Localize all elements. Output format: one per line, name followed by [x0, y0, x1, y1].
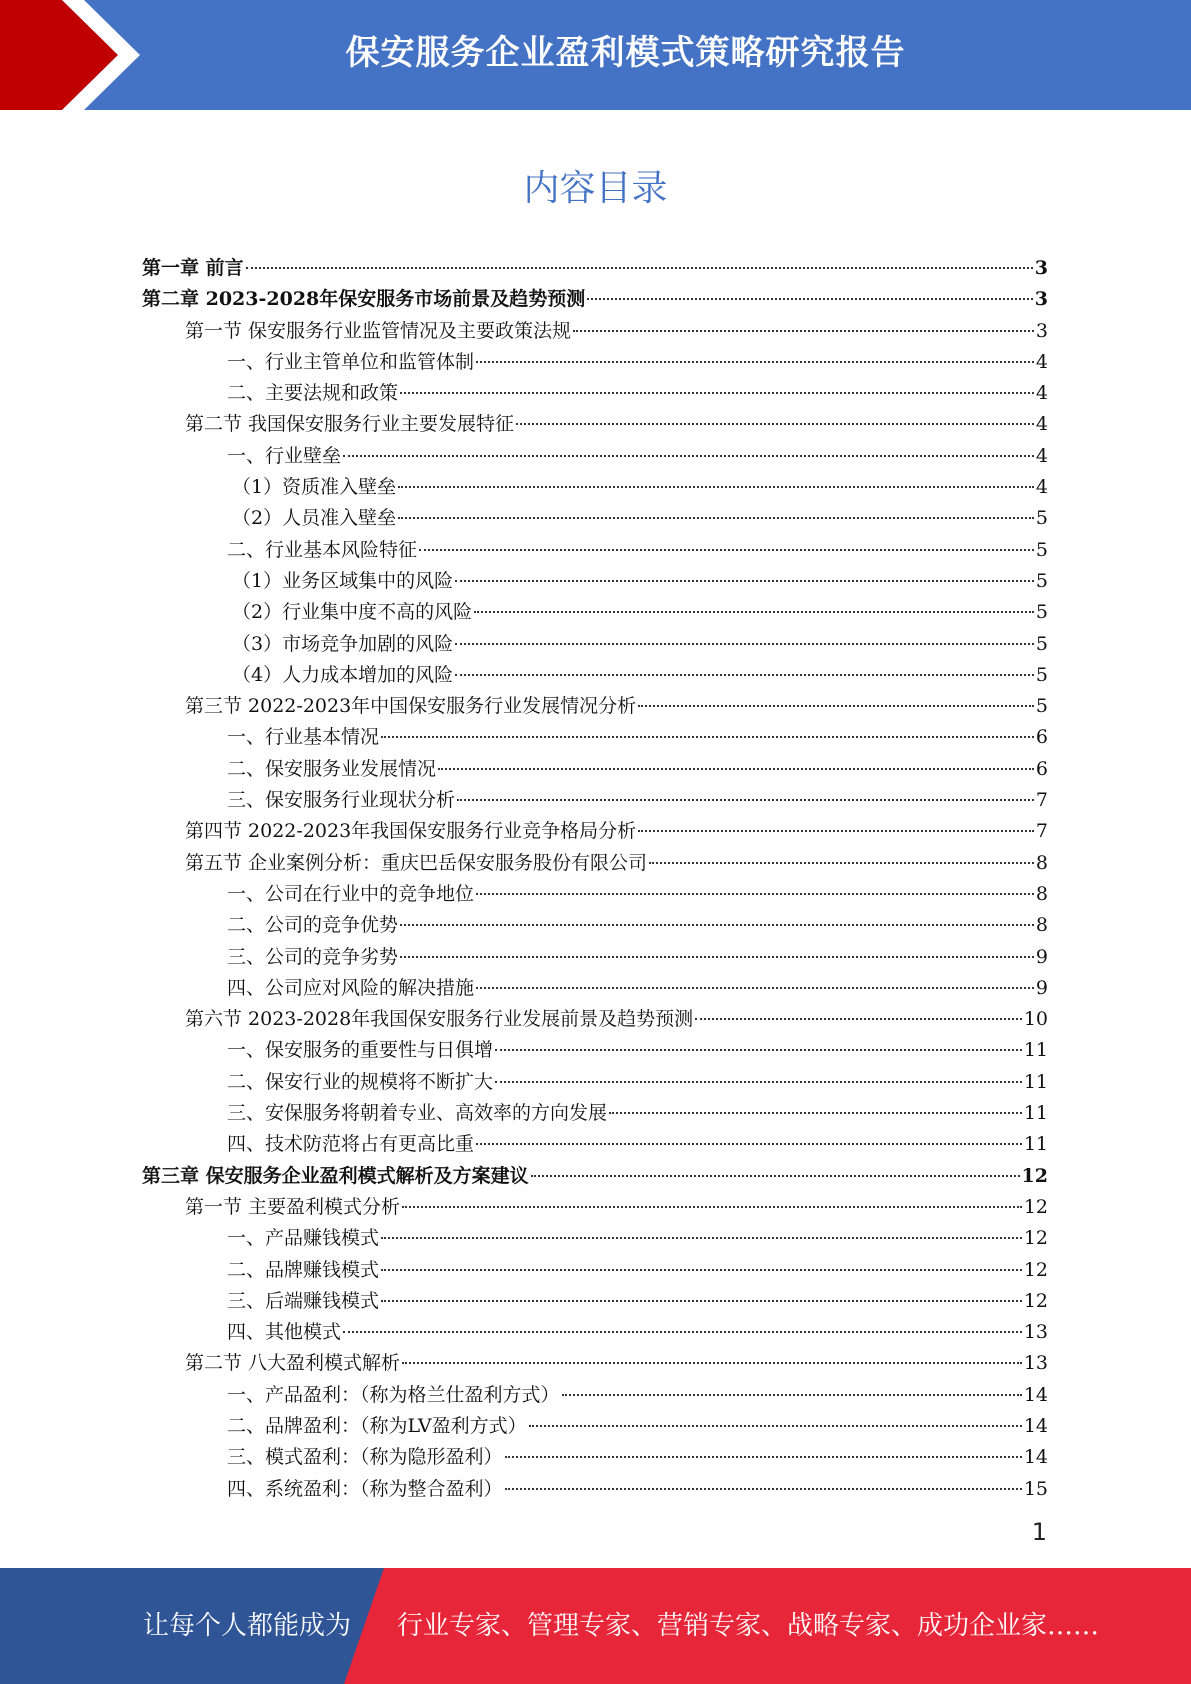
- dot-leader: [609, 1112, 1022, 1114]
- toc-entry-page: 11: [1023, 1133, 1048, 1156]
- footer-banner: [0, 1568, 1191, 1684]
- toc-entry-page: 7: [1035, 789, 1048, 812]
- toc-entry-page: 5: [1035, 695, 1048, 718]
- toc-entry-page: 12: [1021, 1164, 1048, 1187]
- dot-leader: [402, 1206, 1022, 1208]
- toc-entry-text: 一、行业壁垒: [227, 444, 342, 467]
- toc-entry[interactable]: [142, 1411, 1048, 1442]
- toc-entry-text: 四、系统盈利：（称为整合盈利）: [227, 1477, 503, 1500]
- toc-entry-text: 三、模式盈利：（称为隐形盈利）: [227, 1446, 503, 1469]
- dot-leader: [381, 736, 1034, 738]
- toc-entry-page: 6: [1035, 757, 1048, 780]
- toc-entry[interactable]: [142, 378, 1048, 409]
- toc-entry-text: 二、保安服务业发展情况: [227, 757, 437, 780]
- toc-entry-page: 15: [1023, 1477, 1048, 1500]
- toc-entry[interactable]: [142, 253, 1048, 284]
- dot-leader: [476, 893, 1034, 895]
- toc-entry-page: 5: [1035, 569, 1048, 592]
- dot-leader: [402, 1362, 1022, 1364]
- toc-entry-page: 12: [1023, 1289, 1048, 1312]
- dot-leader: [438, 768, 1034, 770]
- toc-entry-page: 7: [1035, 820, 1048, 843]
- toc-entry[interactable]: [142, 1129, 1048, 1160]
- toc-entry[interactable]: [142, 1317, 1048, 1348]
- toc-entry-page: 13: [1023, 1321, 1048, 1344]
- toc-entry-page: 5: [1035, 663, 1048, 686]
- table-of-contents: [142, 253, 1048, 1505]
- toc-entry-text: 四、其他模式: [227, 1321, 342, 1344]
- document-title: 保安服务企业盈利模式策略研究报告: [345, 33, 906, 73]
- toc-entry-text: 三、后端赚钱模式: [227, 1289, 380, 1312]
- chevron-arrow-icon: [0, 0, 160, 110]
- toc-entry-text: （1）资质准入壁垒: [232, 476, 397, 499]
- dot-leader: [505, 1488, 1022, 1490]
- dot-leader: [638, 705, 1034, 707]
- toc-entry[interactable]: [142, 910, 1048, 941]
- dot-leader: [476, 1143, 1022, 1145]
- toc-entry[interactable]: [142, 409, 1048, 440]
- toc-entry-page: 11: [1023, 1039, 1048, 1062]
- toc-entry[interactable]: [142, 316, 1048, 347]
- toc-entry-text: 一、行业基本情况: [227, 726, 380, 749]
- toc-entry-page: 11: [1023, 1102, 1048, 1125]
- dot-leader: [495, 1049, 1022, 1051]
- toc-entry[interactable]: [142, 879, 1048, 910]
- dot-leader: [638, 830, 1034, 832]
- toc-entry-text: 第二节 我国保安服务行业主要发展特征: [185, 413, 515, 436]
- toc-entry-page: 14: [1023, 1414, 1048, 1437]
- toc-entry-text: 一、产品赚钱模式: [227, 1227, 380, 1250]
- toc-entry[interactable]: [142, 1380, 1048, 1411]
- dot-leader: [562, 1394, 1022, 1396]
- toc-entry-page: 8: [1035, 851, 1048, 874]
- toc-entry-text: 二、品牌赚钱模式: [227, 1258, 380, 1281]
- toc-entry[interactable]: [142, 284, 1048, 315]
- toc-entry[interactable]: [142, 503, 1048, 534]
- dot-leader: [381, 1300, 1022, 1302]
- toc-entry-page: 11: [1023, 1070, 1048, 1093]
- toc-entry-page: 4: [1035, 476, 1048, 499]
- toc-entry-page: 4: [1035, 350, 1048, 373]
- dot-leader: [398, 517, 1034, 519]
- toc-entry-page: 12: [1023, 1195, 1048, 1218]
- toc-entry[interactable]: [142, 597, 1048, 628]
- dot-leader: [419, 549, 1034, 551]
- toc-entry-page: 4: [1035, 444, 1048, 467]
- dot-leader: [505, 1456, 1022, 1458]
- dot-leader: [400, 956, 1034, 958]
- toc-entry-page: 3: [1035, 319, 1048, 342]
- toc-entry[interactable]: [142, 691, 1048, 722]
- toc-entry-page: 14: [1023, 1383, 1048, 1406]
- toc-entry-text: 一、保安服务的重要性与日俱增: [227, 1039, 494, 1062]
- toc-entry[interactable]: [142, 1474, 1048, 1505]
- toc-entry[interactable]: [142, 754, 1048, 785]
- dot-leader: [516, 423, 1034, 425]
- toc-entry[interactable]: [142, 785, 1048, 816]
- toc-entry-text: 第四节 2022-2023年我国保安服务行业竞争格局分析: [185, 820, 637, 843]
- toc-entry-text: 第一章 前言: [142, 257, 244, 279]
- toc-entry-text: 二、公司的竞争优势: [227, 914, 399, 937]
- toc-entry[interactable]: [142, 1442, 1048, 1473]
- toc-entry-text: 第五节 企业案例分析：重庆巴岳保安服务股份有限公司: [185, 851, 648, 874]
- toc-entry[interactable]: [142, 1255, 1048, 1286]
- dot-leader: [381, 1269, 1022, 1271]
- toc-entry[interactable]: [142, 1067, 1048, 1098]
- toc-entry-page: 9: [1035, 945, 1048, 968]
- toc-entry-text: （2）人员准入壁垒: [232, 507, 397, 530]
- toc-entry-page: 3: [1034, 288, 1048, 311]
- toc-entry-text: 第三章 保安服务企业盈利模式解析及方案建议: [142, 1164, 529, 1187]
- toc-entry-text: 二、保安行业的规模将不断扩大: [227, 1070, 494, 1093]
- toc-entry-page: 8: [1035, 914, 1048, 937]
- toc-entry[interactable]: [142, 816, 1048, 847]
- toc-entry[interactable]: [142, 1035, 1048, 1066]
- toc-entry-page: 13: [1023, 1352, 1048, 1375]
- dot-leader: [400, 924, 1034, 926]
- dot-leader: [343, 1331, 1022, 1333]
- toc-title: 内容目录: [523, 168, 668, 209]
- toc-entry-text: 第一节 保安服务行业监管情况及主要政策法规: [185, 319, 572, 342]
- toc-entry-text: 二、品牌盈利：（称为LV盈利方式）: [227, 1414, 527, 1437]
- toc-entry-text: （3）市场竞争加剧的风险: [232, 632, 454, 655]
- toc-entry[interactable]: [142, 1348, 1048, 1379]
- toc-entry[interactable]: [142, 629, 1048, 660]
- dot-leader: [529, 1425, 1022, 1427]
- dot-leader: [695, 1018, 1022, 1020]
- dot-leader: [476, 987, 1034, 989]
- dot-leader: [531, 1175, 1020, 1177]
- dot-leader: [455, 674, 1034, 676]
- toc-entry[interactable]: [142, 1161, 1048, 1192]
- toc-entry-page: 8: [1035, 882, 1048, 905]
- toc-entry[interactable]: [142, 535, 1048, 566]
- dot-leader: [400, 392, 1034, 394]
- dot-leader: [587, 298, 1033, 300]
- toc-entry[interactable]: [142, 722, 1048, 753]
- toc-entry[interactable]: [142, 1098, 1048, 1129]
- dot-leader: [649, 862, 1034, 864]
- toc-entry-page: 5: [1035, 507, 1048, 530]
- dot-leader: [246, 267, 1033, 269]
- dot-leader: [343, 455, 1034, 457]
- toc-entry-page: 6: [1035, 726, 1048, 749]
- toc-entry-text: 二、行业基本风险特征: [227, 538, 418, 561]
- toc-entry[interactable]: [142, 472, 1048, 503]
- page-number: 1: [1031, 1518, 1047, 1546]
- toc-entry-page: 4: [1035, 413, 1048, 436]
- dot-leader: [474, 611, 1034, 613]
- toc-entry[interactable]: [142, 1192, 1048, 1223]
- toc-entry-page: 3: [1034, 257, 1048, 279]
- toc-entry[interactable]: [142, 1223, 1048, 1254]
- toc-entry-page: 9: [1035, 976, 1048, 999]
- toc-entry-text: （1）业务区域集中的风险: [232, 569, 454, 592]
- toc-entry-text: 第三节 2022-2023年中国保安服务行业发展情况分析: [185, 695, 637, 718]
- toc-entry[interactable]: [142, 973, 1048, 1004]
- toc-entry-page: 10: [1023, 1008, 1048, 1031]
- toc-entry[interactable]: [142, 848, 1048, 879]
- toc-entry[interactable]: [142, 1286, 1048, 1317]
- toc-entry[interactable]: [142, 347, 1048, 378]
- header-banner: [0, 0, 1191, 110]
- toc-entry-text: 二、主要法规和政策: [227, 382, 399, 405]
- toc-entry-text: 第一节 主要盈利模式分析: [185, 1195, 401, 1218]
- toc-entry-text: 三、公司的竞争劣势: [227, 945, 399, 968]
- toc-entry-text: 一、产品盈利：（称为格兰仕盈利方式）: [227, 1383, 560, 1406]
- toc-entry[interactable]: [142, 441, 1048, 472]
- toc-entry[interactable]: [142, 942, 1048, 973]
- toc-entry-page: 4: [1035, 382, 1048, 405]
- dot-leader: [573, 330, 1034, 332]
- dot-leader: [381, 1237, 1022, 1239]
- toc-entry-text: 一、行业主管单位和监管体制: [227, 350, 475, 373]
- toc-entry-page: 12: [1023, 1258, 1048, 1281]
- toc-entry-page: 14: [1023, 1446, 1048, 1469]
- toc-entry-text: 一、公司在行业中的竞争地位: [227, 882, 475, 905]
- toc-entry-text: 第二节 八大盈利模式解析: [185, 1352, 401, 1375]
- toc-entry[interactable]: [142, 660, 1048, 691]
- toc-entry-text: （2）行业集中度不高的风险: [232, 601, 473, 624]
- toc-entry-text: 三、安保服务将朝着专业、高效率的方向发展: [227, 1102, 608, 1125]
- dot-leader: [495, 1081, 1022, 1083]
- footer-slogan-left: 让每个人都能成为: [143, 1611, 352, 1641]
- dot-leader: [455, 580, 1034, 582]
- toc-entry-page: 5: [1035, 632, 1048, 655]
- toc-entry-page: 5: [1035, 538, 1048, 561]
- toc-entry-text: 四、技术防范将占有更高比重: [227, 1133, 475, 1156]
- dot-leader: [476, 361, 1034, 363]
- toc-entry-text: 第二章 2023-2028年保安服务市场前景及趋势预测: [142, 288, 586, 311]
- dot-leader: [398, 486, 1034, 488]
- toc-entry-page: 5: [1035, 601, 1048, 624]
- dot-leader: [457, 799, 1034, 801]
- toc-entry-text: （4）人力成本增加的风险: [232, 663, 454, 686]
- toc-entry-text: 三、保安服务行业现状分析: [227, 789, 456, 812]
- dot-leader: [455, 643, 1034, 645]
- toc-entry[interactable]: [142, 566, 1048, 597]
- footer-slogan-right: 行业专家、管理专家、营销专家、战略专家、成功企业家……: [397, 1611, 1100, 1641]
- toc-entry-text: 第六节 2023-2028年我国保安服务行业发展前景及趋势预测: [185, 1008, 694, 1031]
- toc-entry-page: 12: [1023, 1227, 1048, 1250]
- toc-entry-text: 四、公司应对风险的解决措施: [227, 976, 475, 999]
- toc-entry[interactable]: [142, 1004, 1048, 1035]
